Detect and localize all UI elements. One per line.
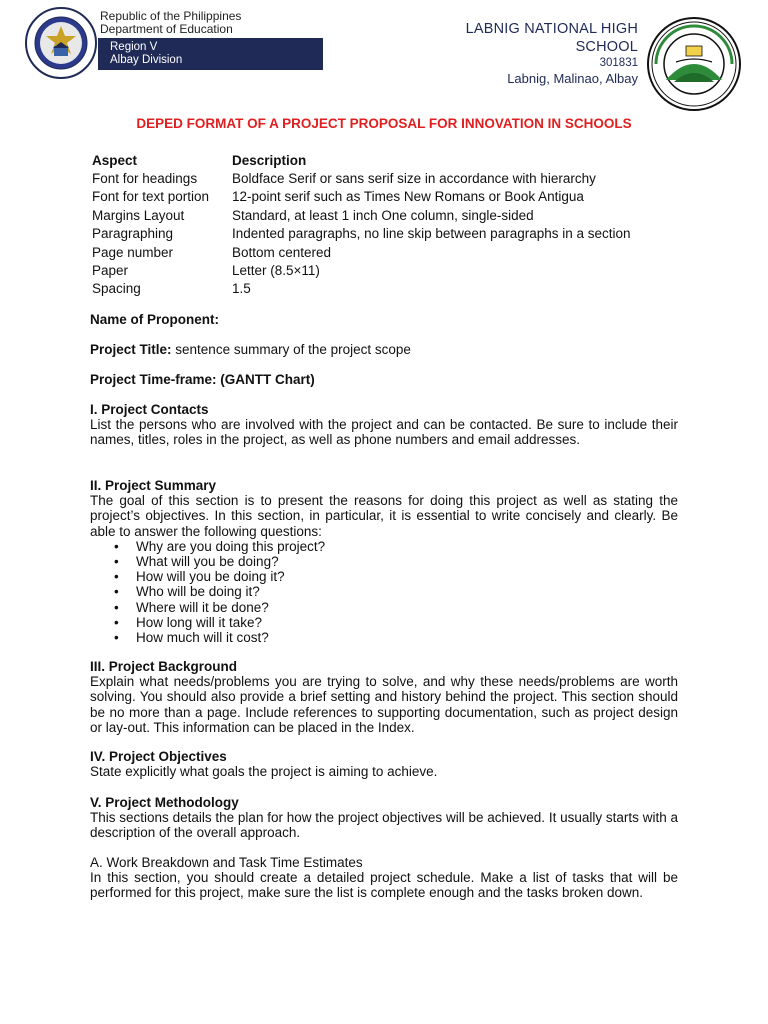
timeframe-label: Project Time-frame: (GANTT Chart) bbox=[90, 372, 315, 387]
school-seal-icon bbox=[646, 16, 742, 112]
contacts-section bbox=[90, 402, 678, 448]
project-title-text: sentence summary of the project scope bbox=[171, 342, 411, 357]
description-cell: Standard, at least 1 inch One column, single-sided bbox=[232, 207, 534, 223]
republic-line: Republic of the Philippines bbox=[100, 9, 242, 23]
table-row bbox=[92, 261, 682, 279]
work-breakdown-section bbox=[90, 855, 678, 901]
school-name: LABNIG NATIONAL HIGH SCHOOL bbox=[465, 21, 638, 55]
list-item: • How much will it cost? bbox=[136, 630, 678, 645]
objectives-body: State explicitly what goals the project is aiming to achieve. bbox=[90, 764, 438, 780]
description-cell: 12-point serif such as Times New Romans or Book Antigua bbox=[232, 189, 584, 205]
school-address: Labnig, Malinao, Albay bbox=[507, 71, 638, 86]
methodology-body: This sections details the plan for how the project objectives will be achieved. It usually starts with a description of the overall approach. bbox=[90, 810, 678, 841]
table-row bbox=[92, 280, 682, 298]
objectives-section bbox=[90, 749, 678, 779]
list-item: • Where will it be done? bbox=[136, 600, 678, 615]
methodology-section bbox=[90, 795, 678, 841]
list-item: • What will you be doing? bbox=[136, 554, 678, 569]
description-column-header: Description bbox=[232, 152, 307, 168]
aspect-cell: Page number bbox=[92, 244, 174, 260]
aspects-table bbox=[92, 151, 682, 298]
document-body bbox=[90, 116, 678, 901]
aspect-cell: Paragraphing bbox=[92, 226, 174, 242]
school-info bbox=[410, 20, 638, 87]
aspect-cell: Font for headings bbox=[92, 170, 198, 186]
table-row bbox=[92, 243, 682, 261]
aspect-cell: Font for text portion bbox=[92, 189, 210, 205]
aspects-header-row bbox=[92, 151, 682, 169]
description-cell: Boldface Serif or sans serif size in accordance with hierarchy bbox=[232, 170, 596, 186]
deped-seal-icon bbox=[24, 6, 98, 80]
contacts-heading: I. Project Contacts bbox=[90, 402, 209, 417]
work-breakdown-heading: A. Work Breakdown and Task Time Estimates bbox=[90, 855, 363, 870]
description-cell: 1.5 bbox=[232, 281, 251, 297]
list-item: • Who will be doing it? bbox=[136, 584, 678, 599]
project-title-line bbox=[90, 342, 678, 357]
region-bar bbox=[98, 38, 323, 70]
document-title: DEPED FORMAT OF A PROJECT PROPOSAL FOR INNOVATION IN SCHOOLS bbox=[136, 116, 632, 131]
background-body: Explain what needs/problems you are trying to solve, and why these needs/problems are worth solving. You should also provide a brief setting and history behind the project. This section should be no more than a page. Include references to supporting documentation, such as project design or lay-out. This information can be placed in the Index. bbox=[90, 674, 678, 735]
table-row bbox=[92, 206, 682, 224]
aspect-cell: Paper bbox=[92, 262, 129, 278]
table-row bbox=[92, 225, 682, 243]
description-cell: Indented paragraphs, no line skip between paragraphs in a section bbox=[232, 226, 631, 242]
description-cell: Bottom centered bbox=[232, 244, 332, 260]
list-item: • Why are you doing this project? bbox=[136, 539, 678, 554]
aspect-column-header: Aspect bbox=[92, 152, 138, 168]
work-breakdown-body: In this section, you should create a detailed project schedule. Make a list of tasks that will be performed for this project, make sure the list is complete enough and the tasks broken down. bbox=[90, 870, 678, 901]
division-line: Albay Division bbox=[110, 54, 183, 66]
summary-heading: II. Project Summary bbox=[90, 478, 217, 493]
aspect-cell: Spacing bbox=[92, 281, 141, 297]
list-item: • How long will it take? bbox=[136, 615, 678, 630]
department-line: Department of Education bbox=[100, 22, 233, 36]
table-row bbox=[92, 169, 682, 187]
aspect-cell: Margins Layout bbox=[92, 207, 185, 223]
description-cell: Letter (8.5×11) bbox=[232, 262, 320, 278]
objectives-heading: IV. Project Objectives bbox=[90, 749, 227, 764]
proponent-label: Name of Proponent: bbox=[90, 312, 220, 327]
summary-section bbox=[90, 478, 678, 645]
background-heading: III. Project Background bbox=[90, 659, 238, 674]
summary-body: The goal of this section is to present the reasons for doing this project as well as stating the project’s objectives. In this section, in particular, it is essential to write concisely and clearly. Be able to answer the following questions: bbox=[90, 493, 678, 539]
region-line: Region V bbox=[110, 41, 158, 53]
school-id: 301831 bbox=[599, 57, 638, 69]
table-row bbox=[92, 188, 682, 206]
summary-questions bbox=[90, 539, 678, 645]
letterhead bbox=[0, 0, 768, 112]
list-item: • How will you be doing it? bbox=[136, 569, 678, 584]
background-section bbox=[90, 659, 678, 735]
contacts-body: List the persons who are involved with the project and can be contacted. Be sure to include their names, titles, roles in the project, as well as phone numbers and email addresses. bbox=[90, 417, 678, 448]
project-title-label: Project Title: bbox=[90, 342, 172, 357]
department-text bbox=[100, 10, 241, 36]
methodology-heading: V. Project Methodology bbox=[90, 795, 239, 810]
